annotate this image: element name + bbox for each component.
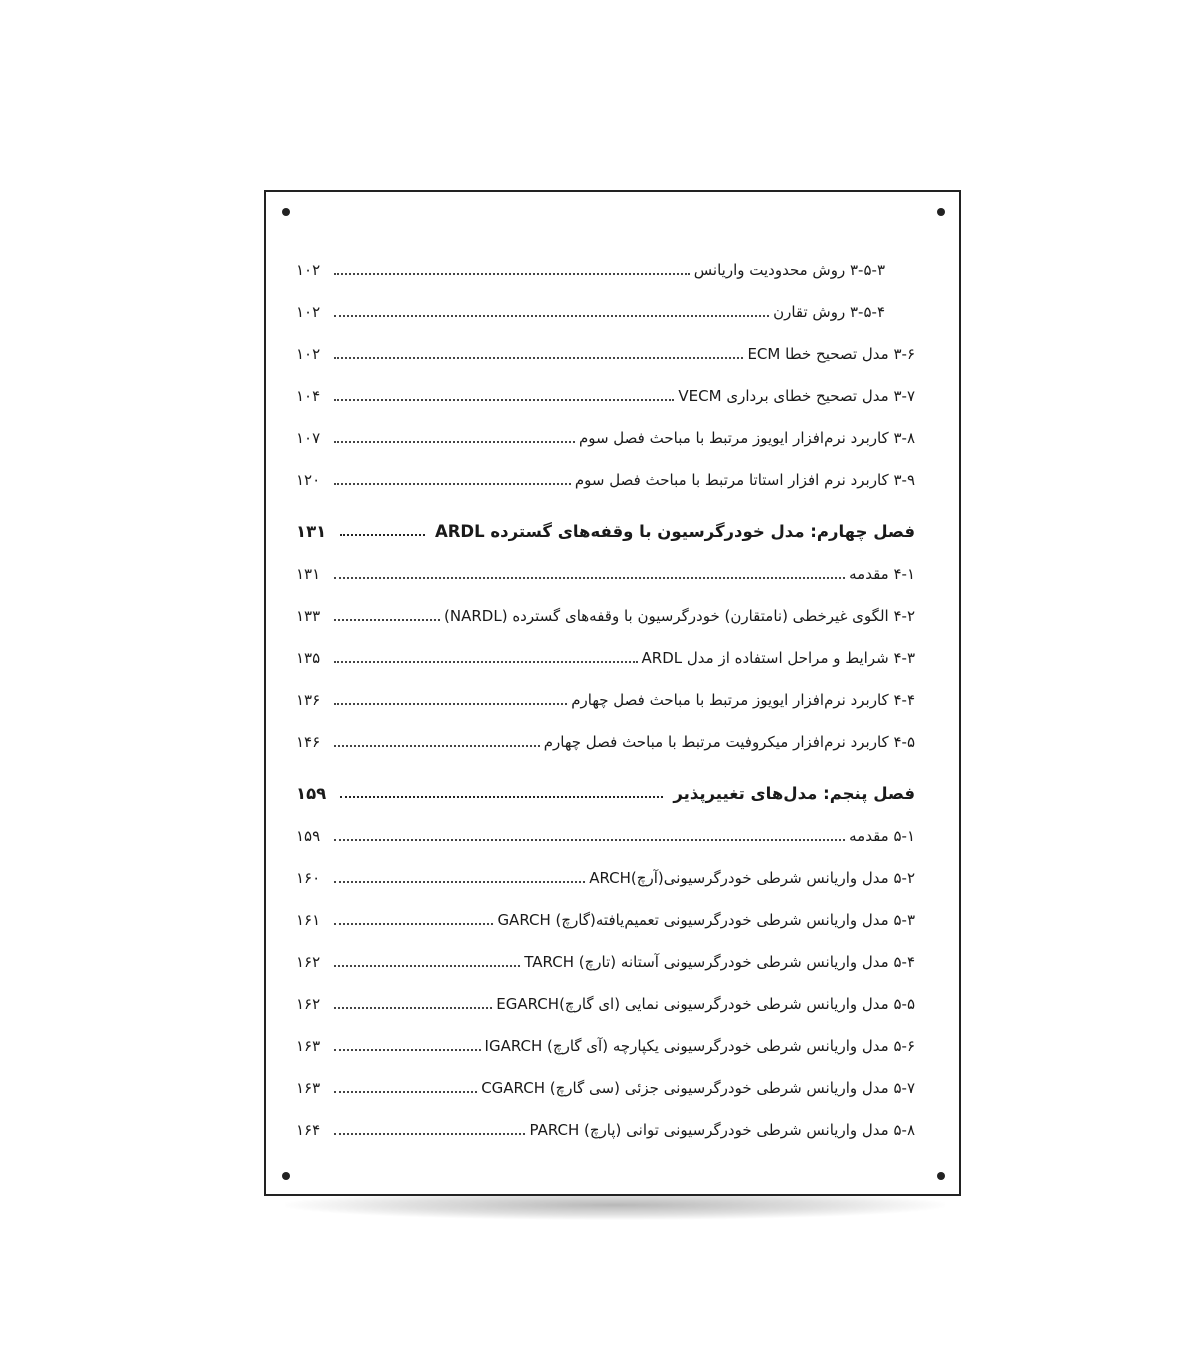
toc-entry-page-number: ۱۶۴ (296, 1121, 321, 1139)
toc-entry-title: ۴-۳ شرایط و مراحل استفاده از مدل ARDL (641, 649, 915, 667)
toc-entry-title: ۳-۵-۴ روش تقارن (773, 303, 885, 321)
dot-leader (334, 1007, 492, 1009)
dot-leader (334, 357, 743, 359)
toc-entry-page-number: ۱۳۱ (296, 522, 327, 541)
toc-entry-title: ۵-۲ مدل واریانس شرطی خودرگرسیونی(آرچ)ARCH (589, 869, 915, 887)
toc-entry-title: ۳-۹ کاربرد نرم افزار استاتا مرتبط با مباحث فصل سوم (574, 471, 915, 489)
toc-entry-title: ۴-۱ مقدمه (849, 565, 915, 583)
dot-leader (334, 1133, 525, 1135)
toc-entry (296, 292, 915, 322)
toc-entry-page-number: ۱۳۳ (296, 607, 321, 625)
toc-entry (296, 680, 915, 710)
toc-entry-title: ۳-۸ کاربرد نرم‌افزار ایویوز مرتبط با مباحث فصل سوم (578, 429, 915, 447)
toc-entry (296, 554, 915, 584)
dot-leader (340, 796, 663, 798)
toc-entry-title: ۵-۵ مدل واریانس شرطی خودرگرسیونی نمایی (ای گارچ)EGARCH (496, 995, 915, 1013)
toc-entry (296, 942, 915, 972)
dot-leader (340, 534, 425, 536)
toc-entry-page-number: ۱۶۳ (296, 1079, 321, 1097)
toc-entry-page-number: ۱۵۹ (296, 827, 321, 845)
dot-leader (334, 619, 440, 621)
toc-entry (296, 816, 915, 846)
toc-entry-page-number: ۱۴۶ (296, 733, 321, 751)
toc-entry-title: ۵-۶ مدل واریانس شرطی خودرگرسیونی یکپارچه (آی گارچ) IGARCH (484, 1037, 915, 1055)
toc-entry-title: فصل پنجم: مدل‌های تغییرپذیر (673, 784, 915, 803)
toc-entry-page-number: ۱۳۱ (296, 565, 321, 583)
toc-entry-page-number: ۱۰۲ (296, 345, 321, 363)
toc-entry (296, 1068, 915, 1098)
toc-entry (296, 1026, 915, 1056)
toc-entry-title: ۵-۳ مدل واریانس شرطی خودرگرسیونی تعمیم‌یافته(گارچ) GARCH (497, 911, 915, 929)
dot-leader (334, 273, 690, 275)
toc-entry-title: ۴-۴ کاربرد نرم‌افزار ایویوز مرتبط با مباحث فصل چهارم (571, 691, 915, 709)
dot-leader (334, 1049, 481, 1051)
toc-entry-title: ۵-۱ مقدمه (849, 827, 915, 845)
toc-entry-page-number: ۱۶۱ (296, 911, 321, 929)
toc-entry (296, 250, 915, 280)
dot-leader (334, 881, 585, 883)
toc-entry-page-number: ۱۰۲ (296, 303, 321, 321)
toc-entry (296, 638, 915, 668)
toc-entry-page-number: ۱۵۹ (296, 784, 327, 803)
chapter-heading (296, 512, 915, 542)
chapter-heading (296, 774, 915, 804)
toc-entry-page-number: ۱۳۵ (296, 649, 321, 667)
toc-entry (296, 984, 915, 1014)
toc-entry-title: ۳-۶ مدل تصحیح خطا ECM (747, 345, 915, 363)
dot-leader (334, 1091, 477, 1093)
toc-entry-page-number: ۱۶۲ (296, 995, 321, 1013)
dot-leader (334, 483, 571, 485)
toc-entry (296, 418, 915, 448)
dot-leader (334, 923, 493, 925)
toc-entry (296, 376, 915, 406)
toc-entry-title: ۵-۸ مدل واریانس شرطی خودرگرسیونی توانی (پارچ) PARCH (529, 1121, 915, 1139)
toc-entry (296, 900, 915, 930)
toc-entry-title: فصل چهارم: مدل خودرگرسیون با وقفه‌های گسترده ARDL (434, 522, 915, 541)
toc-entry-page-number: ۱۳۶ (296, 691, 321, 709)
dot-leader (334, 745, 540, 747)
dot-leader (334, 703, 567, 705)
toc-entry-page-number: ۱۶۰ (296, 869, 321, 887)
toc-entry-title: ۴-۵ کاربرد نرم‌افزار میکروفیت مرتبط با مباحث فصل چهارم (543, 733, 915, 751)
toc-entry-title: ۴-۲ الگوی غیرخطی (نامتقارن) خودرگرسیون با وقفه‌های گسترده (NARDL) (444, 607, 915, 625)
toc-entry (296, 858, 915, 888)
toc-entry-page-number: ۱۰۲ (296, 261, 321, 279)
toc-entry (296, 460, 915, 490)
toc-entry (296, 596, 915, 626)
toc-entry (296, 1110, 915, 1140)
toc-entry-page-number: ۱۲۰ (296, 471, 321, 489)
dot-leader (334, 577, 845, 579)
dot-leader (334, 839, 845, 841)
dot-leader (334, 965, 520, 967)
table-of-contents (266, 192, 959, 1194)
toc-entry-title: ۳-۷ مدل تصحیح خطای برداری VECM (678, 387, 915, 405)
toc-entry (296, 722, 915, 752)
toc-entry-page-number: ۱۰۷ (296, 429, 321, 447)
dot-leader (334, 399, 674, 401)
toc-entry (296, 334, 915, 364)
toc-entry-page-number: ۱۶۲ (296, 953, 321, 971)
toc-entry-page-number: ۱۰۴ (296, 387, 321, 405)
dot-leader (334, 315, 769, 317)
dot-leader (334, 441, 575, 443)
toc-entry-title: ۳-۵-۳ روش محدودیت واریانس (693, 261, 885, 279)
page-frame (264, 190, 961, 1196)
toc-entry-title: ۵-۷ مدل واریانس شرطی خودرگرسیونی جزئی (سی گارچ) CGARCH (481, 1079, 915, 1097)
toc-entry-title: ۵-۴ مدل واریانس شرطی خودرگرسیونی آستانه (تارچ) TARCH (524, 953, 915, 971)
toc-entry-page-number: ۱۶۳ (296, 1037, 321, 1055)
dot-leader (334, 661, 638, 663)
